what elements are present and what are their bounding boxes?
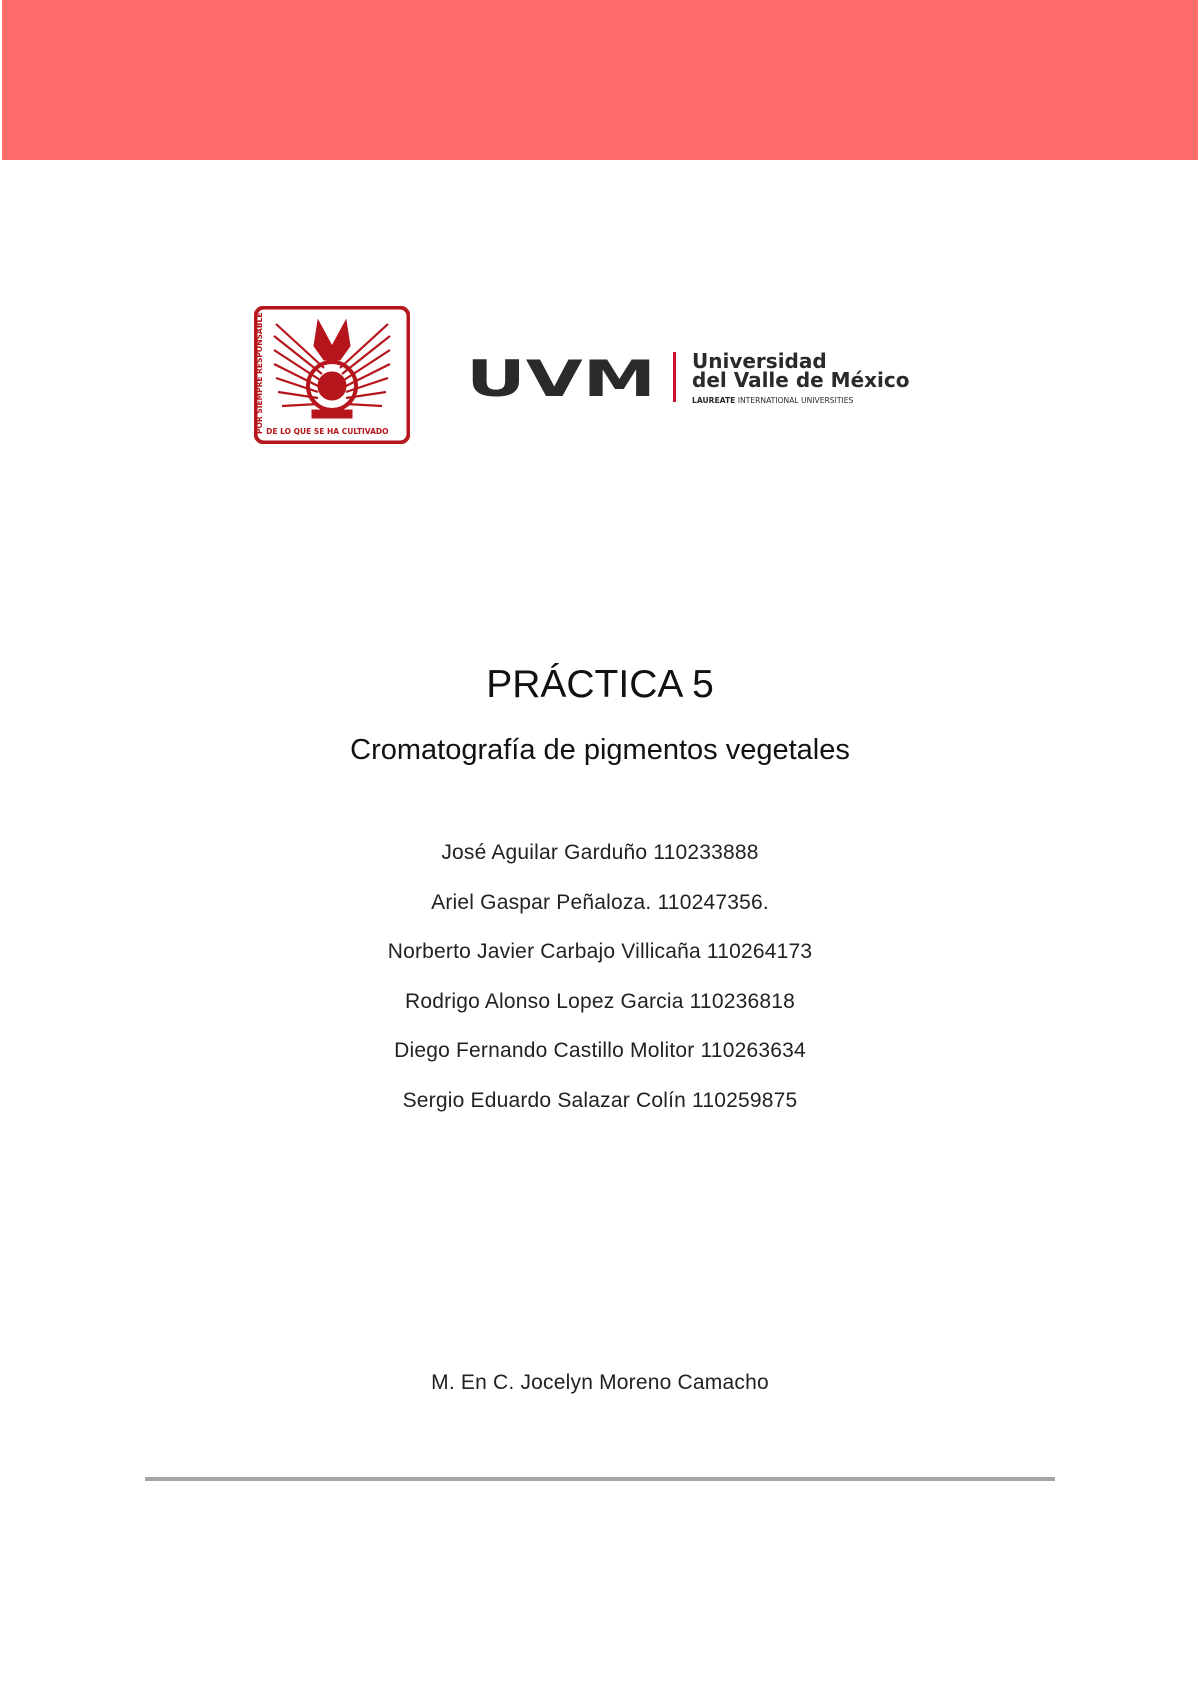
author-name: Rodrigo Alonso Lopez Garcia 110236818	[405, 989, 795, 1013]
university-seal-logo	[254, 306, 410, 444]
seal-base	[312, 410, 352, 418]
author-name: Diego Fernando Castillo Molitor 110263634	[394, 1039, 806, 1063]
uvm-logo-name-line1: Universidad	[692, 349, 827, 373]
uvm-logo	[466, 348, 946, 408]
author-name: Ariel Gaspar Peñaloza. 110247356.	[431, 890, 769, 914]
footer-divider	[145, 1477, 1055, 1481]
uvm-logo-tagline: LAUREATE INTERNATIONAL UNIVERSITIES	[692, 396, 854, 405]
advisor-name: M. En C. Jocelyn Moreno Camacho	[431, 1371, 769, 1394]
author-list	[0, 840, 1200, 1138]
uvm-logo-divider	[673, 352, 676, 402]
seal-medallion-core	[318, 372, 346, 400]
uvm-logo-mark: UVM	[466, 350, 656, 408]
uvm-logo-name-line2: del Valle de México	[692, 368, 910, 392]
seal-motto: POR SIEMPRE RESPONSABLE DE LO QUE SE HA CULTIVADO	[255, 312, 389, 436]
document-title: PRÁCTICA 5	[486, 663, 714, 706]
document-subtitle: Cromatografía de pigmentos vegetales	[350, 734, 850, 766]
author-name: Sergio Eduardo Salazar Colín 110259875	[402, 1088, 798, 1112]
author-name: Norberto Javier Carbajo Villicaña 110264173	[387, 940, 813, 964]
author-name: José Aguilar Garduño 110233888	[441, 841, 759, 864]
header-band	[2, 0, 1198, 160]
